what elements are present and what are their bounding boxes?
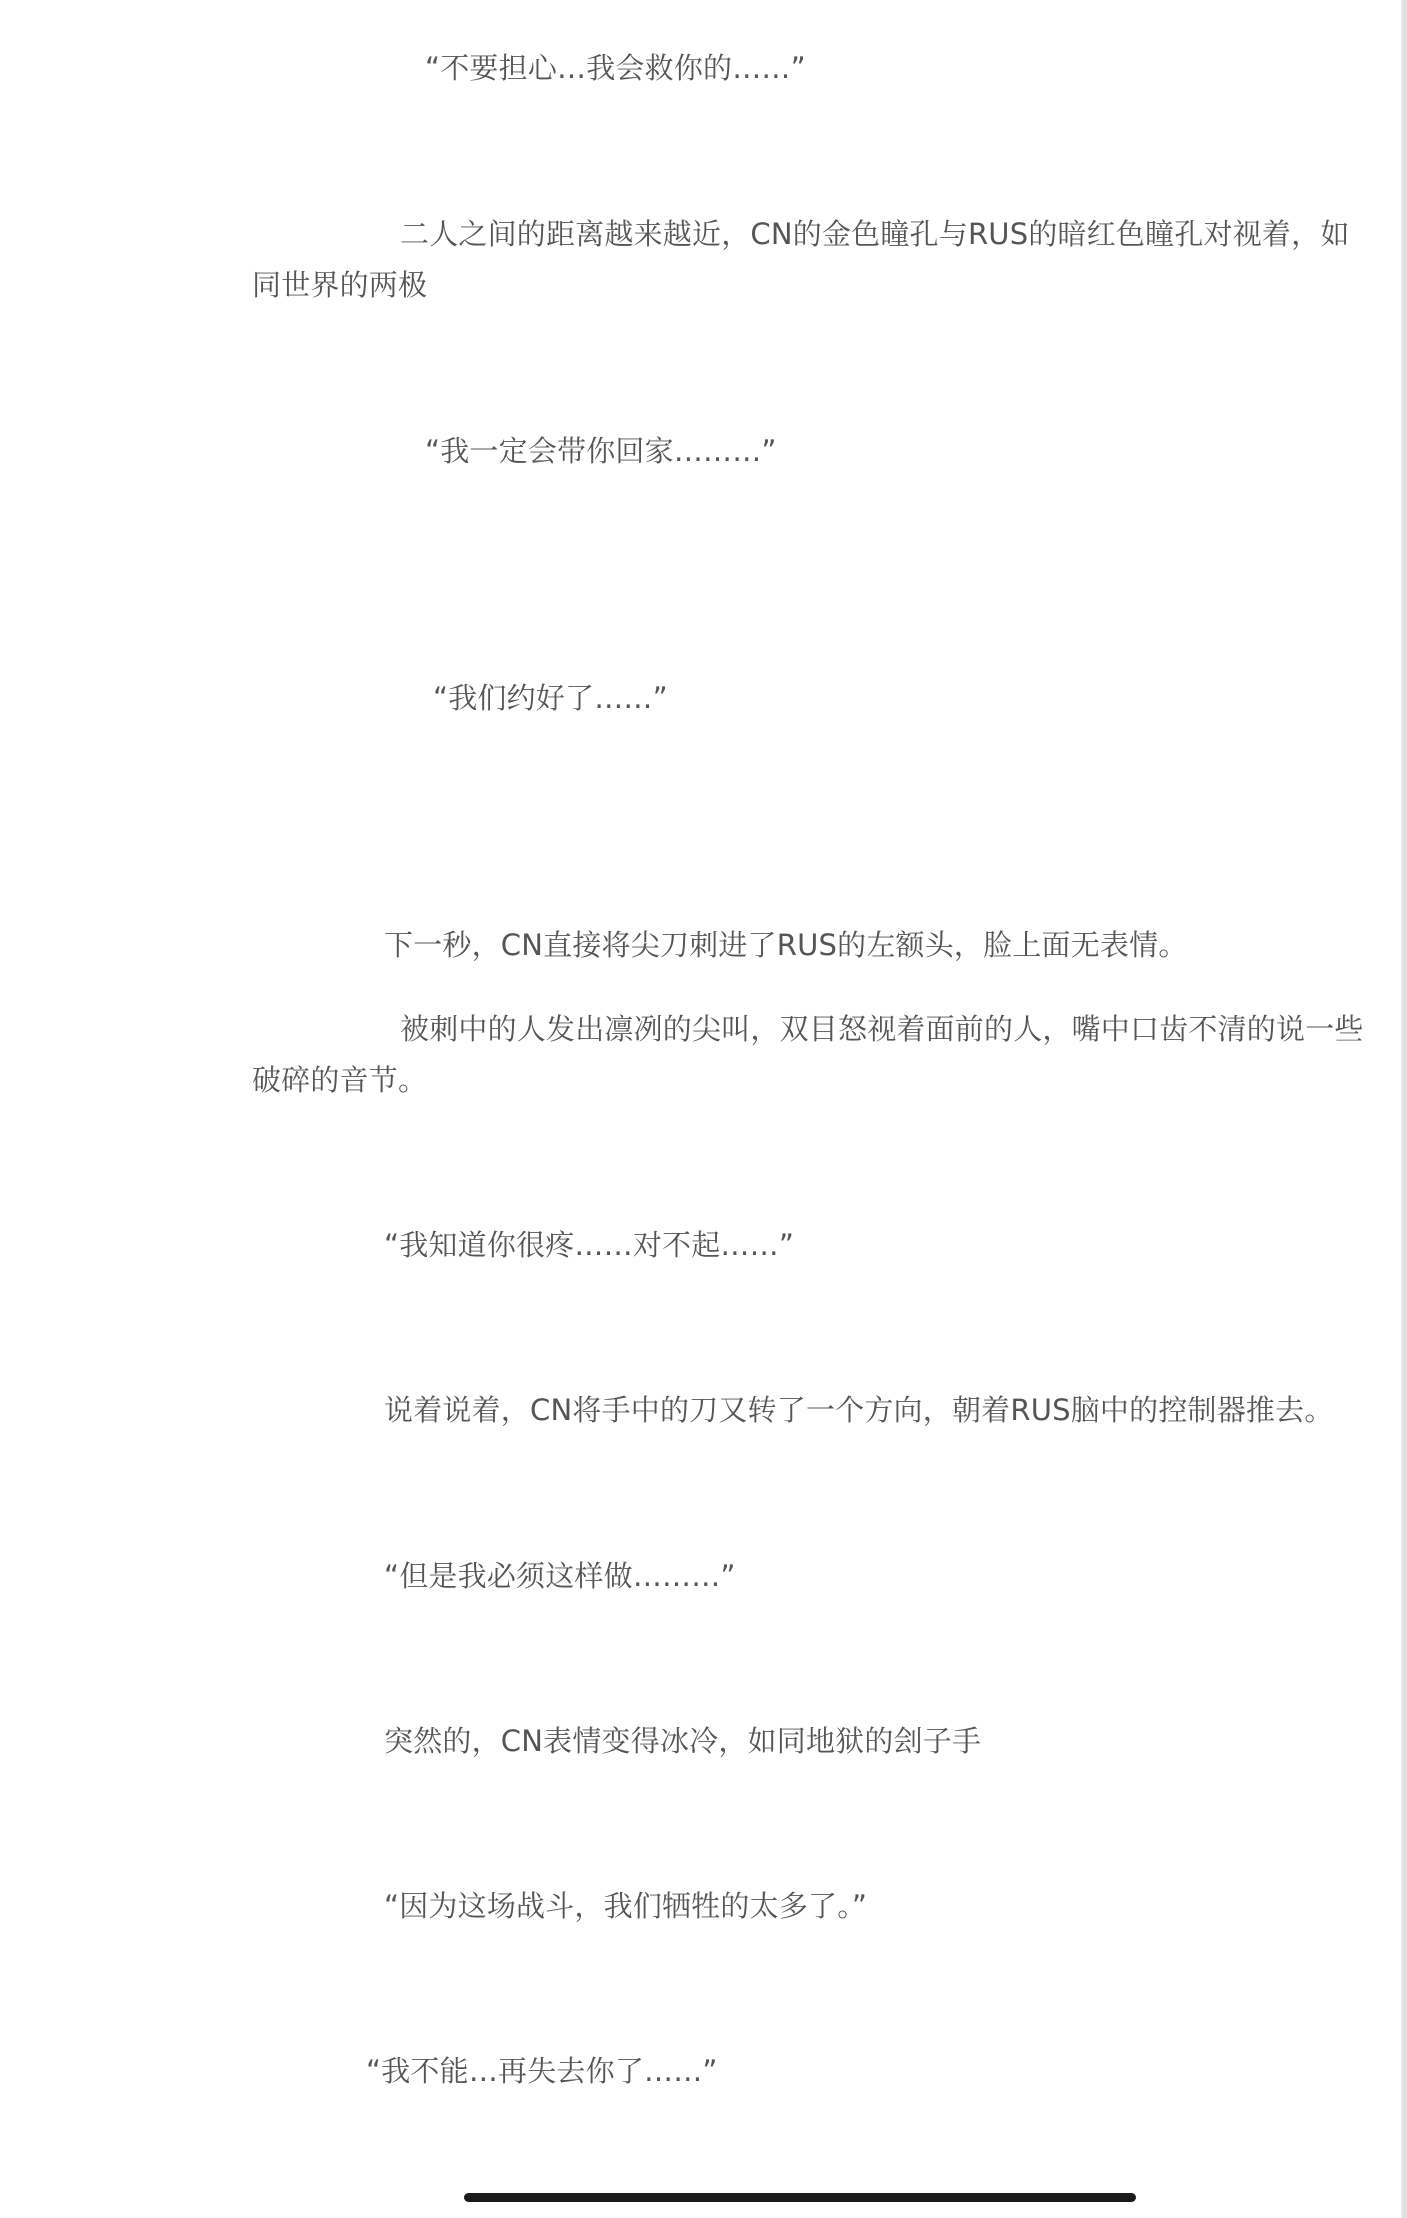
paragraph: 二人之间的距离越来越近，CN的金色瞳孔与RUS的暗红色瞳孔对视着，如 [400,217,1350,251]
paragraph: “但是我必须这样做………” [384,1559,736,1593]
paragraph: 下一秒，CN直接将尖刀刺进了RUS的左额头，脸上面无表情。 [384,928,1188,962]
paragraph: “因为这场战斗，我们牺牲的太多了。” [384,1889,868,1923]
paragraph: “不要担心…我会救你的……” [425,51,806,85]
paragraph: 突然的，CN表情变得冰冷，如同地狱的刽子手 [384,1724,982,1758]
page-edge-shadow [1401,0,1407,2218]
paragraph: “我知道你很疼……对不起……” [384,1228,795,1262]
paragraph-continuation: 同世界的两极 [252,268,428,302]
paragraph: “我一定会带你回家………” [425,434,777,468]
paragraph: 说着说着，CN将手中的刀又转了一个方向，朝着RUS脑中的控制器推去。 [384,1393,1334,1427]
home-indicator-bar[interactable] [464,2193,1136,2202]
paragraph-continuation: 破碎的音节。 [252,1063,428,1097]
paragraph: “我们约好了……” [433,681,668,715]
paragraph: “我不能…再失去你了……” [366,2054,718,2088]
paragraph: 被刺中的人发出凛冽的尖叫，双目怒视着面前的人，嘴中口齿不清的说一些 [400,1012,1364,1046]
